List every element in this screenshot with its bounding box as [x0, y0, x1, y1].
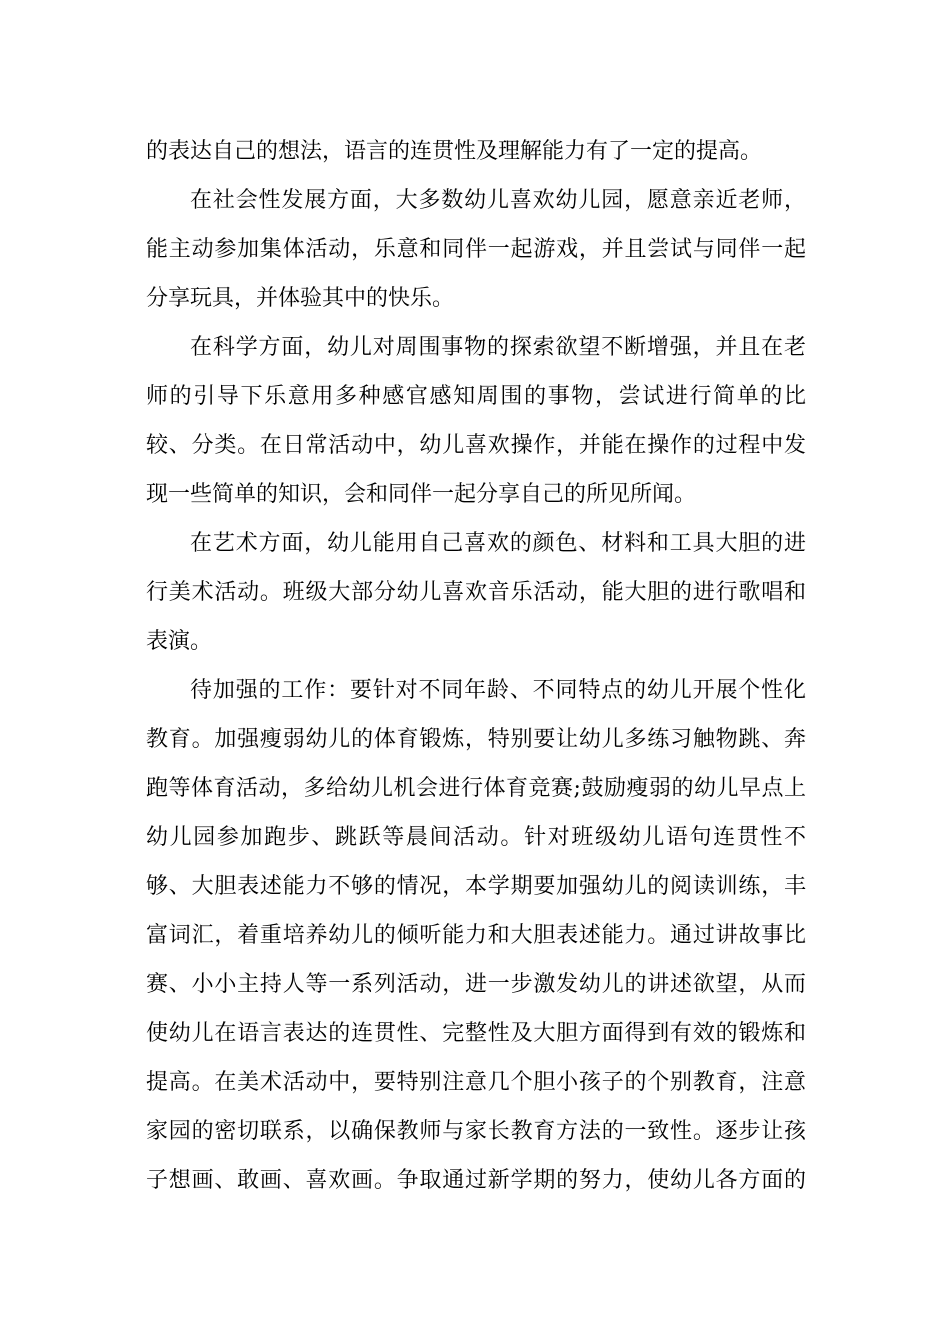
text-line: 分享玩具，并体验其中的快乐。 [146, 286, 455, 311]
text-line: 够、大胆表述能力不够的情况，本学期要加强幼儿的阅读训练，丰 [146, 874, 806, 899]
text-line: 师的引导下乐意用多种感官感知周围的事物，尝试进行简单的比 [146, 384, 806, 409]
text-line: 赛、小小主持人等一系列活动，进一步激发幼儿的讲述欲望，从而 [146, 972, 806, 997]
text-line: 行美术活动。班级大部分幼儿喜欢音乐活动，能大胆的进行歌唱和 [146, 580, 806, 605]
text-line: 较、分类。在日常活动中，幼儿喜欢操作，并能在操作的过程中发 [146, 433, 806, 458]
text-line: 富词汇，着重培养幼儿的倾听能力和大胆表述能力。通过讲故事比 [146, 923, 806, 948]
paragraph-improvement-line: 待加强的工作：要针对不同年龄、不同特点的幼儿开展个性化 [190, 678, 806, 703]
text-line: 跑等体育活动，多给幼儿机会进行体育竞赛;鼓励瘦弱的幼儿早点上 [146, 776, 806, 801]
text-line: 现一些简单的知识，会和同伴一起分享自己的所见所闻。 [146, 482, 697, 507]
text-line: 子想画、敢画、喜欢画。争取通过新学期的努力，使幼儿各方面的 [146, 1168, 806, 1193]
text-line: 使幼儿在语言表达的连贯性、完整性及大胆方面得到有效的锻炼和 [146, 1021, 806, 1046]
text-line: 教育。加强瘦弱幼儿的体育锻炼，特别要让幼儿多练习触物跳、奔 [146, 727, 806, 752]
text-line: 提高。在美术活动中，要特别注意几个胆小孩子的个别教育，注意 [146, 1070, 806, 1095]
text-line: 表演。 [146, 629, 213, 654]
paragraph-social-line: 在社会性发展方面，大多数幼儿喜欢幼儿园，愿意亲近老师， [190, 188, 806, 213]
text-line: 幼儿园参加跑步、跳跃等晨间活动。针对班级幼儿语句连贯性不 [146, 825, 806, 850]
text-line: 的表达自己的想法，语言的连贯性及理解能力有了一定的提高。 [146, 139, 763, 164]
text-line: 家园的密切联系，以确保教师与家长教育方法的一致性。逐步让孩 [146, 1119, 806, 1144]
paragraph-art-line: 在艺术方面，幼儿能用自己喜欢的颜色、材料和工具大胆的进 [190, 531, 806, 556]
paragraph-science-line: 在科学方面，幼儿对周围事物的探索欲望不断增强，并且在老 [190, 335, 806, 360]
text-line: 能主动参加集体活动，乐意和同伴一起游戏，并且尝试与同伴一起 [146, 237, 806, 262]
